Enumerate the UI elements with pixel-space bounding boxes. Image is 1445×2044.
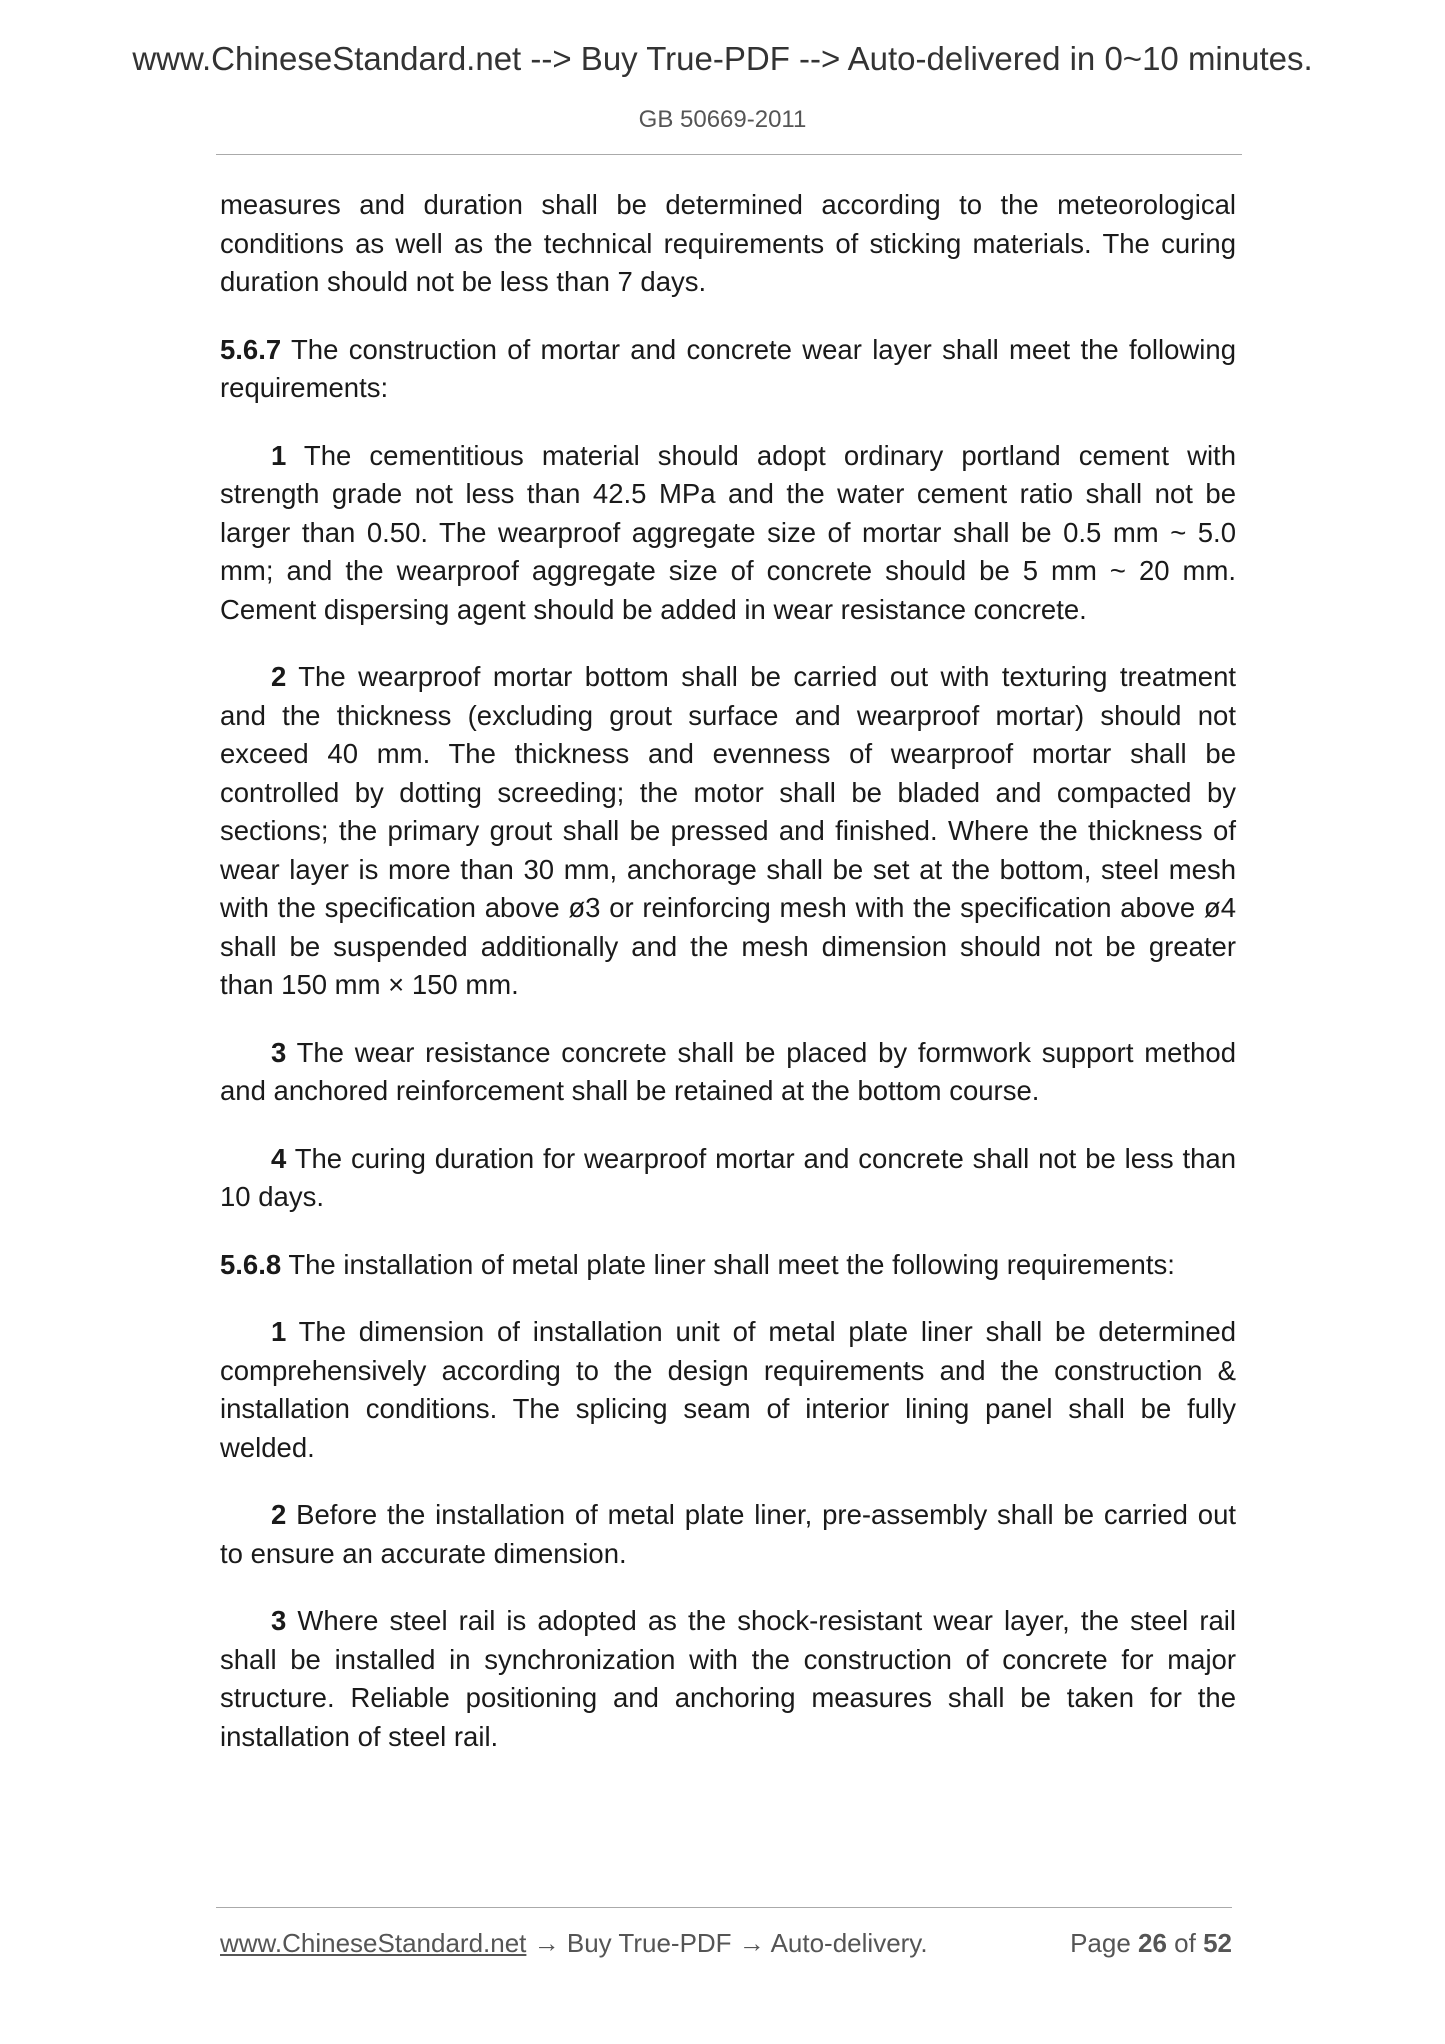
clause-number: 5.6.8 xyxy=(220,1248,282,1280)
item-text: Before the installation of metal plate liner, pre-assembly shall be carried out to ensure an accurate dimension. xyxy=(220,1499,1236,1569)
item-number: 3 xyxy=(271,1036,287,1068)
standard-code: GB 50669-2011 xyxy=(638,106,807,133)
list-item xyxy=(220,1140,1236,1217)
item-text: The dimension of installation unit of metal plate liner shall be determined comprehensively according to the design requirements and the construction & installation conditions. The splicing seam of interior lining panel shall be fully welded. xyxy=(220,1316,1236,1463)
item-number: 2 xyxy=(271,661,287,692)
item-number: 3 xyxy=(271,1605,287,1636)
footer-tagline: → Buy True-PDF → Auto-delivery. xyxy=(526,1928,928,1958)
item-text: The cementitious material should adopt ordinary portland cement with strength grade not less than 42.5 MPa and the water cement ratio shall not be larger than 0.50. The wearproof aggregate size of mortar shall be 0.5 mm ~ 5.0 mm; and the wearproof aggregate size of concrete should be 5 mm ~ 20 mm. Cement dispersing agent should be added in wear resistance concrete. xyxy=(220,439,1236,625)
list-item xyxy=(220,1496,1236,1573)
page-total: 52 xyxy=(1203,1928,1232,1958)
page-footer xyxy=(220,1928,1232,1959)
page-indicator xyxy=(1070,1928,1232,1959)
top-banner: www.ChineseStandard.net --> Buy True-PDF --> Auto-delivered in 0~10 minutes. xyxy=(132,40,1313,77)
item-text: The curing duration for wearproof mortar and concrete shall not be less than 10 days. xyxy=(220,1142,1236,1212)
item-text: Where steel rail is adopted as the shock-resistant wear layer, the steel rail shall be installed in synchronization with the construction of concrete for major structure. Reliable positioning and anchoring measures shall be taken for the installation of steel rail. xyxy=(220,1605,1236,1752)
list-item xyxy=(220,1602,1236,1756)
of-label: of xyxy=(1166,1928,1204,1958)
item-text: The wearproof mortar bottom shall be carried out with texturing treatment and the thickness (excluding grout surface and wearproof mortar) should not exceed 40 mm. The thickness and evenness of wearproof mortar shall be controlled by dotting screeding; the motor shall be bladed and compacted by sections; the primary grout shall be pressed and finished. Where the thickness of wear layer is more than 30 mm, anchorage shall be set at the bottom, steel mesh with the specification above ø3 or reinforcing mesh with the specification above ø4 shall be suspended additionally and the mesh dimension should not be greater than 150 mm × 150 mm. xyxy=(220,661,1236,1000)
list-item xyxy=(220,658,1236,1005)
page-number: 26 xyxy=(1138,1928,1167,1958)
page-content xyxy=(220,186,1236,1785)
paragraph-continuation: measures and duration shall be determined according to the meteorological conditions as well as the technical requirements of sticking materials. The curing duration should not be less than 7 days. xyxy=(220,189,1236,297)
clause-text: The installation of metal plate liner shall meet the following requirements: xyxy=(281,1248,1175,1280)
clause-5-6-7 xyxy=(220,331,1236,408)
clause-number: 5.6.7 xyxy=(220,333,282,365)
item-number: 1 xyxy=(271,1316,287,1347)
list-item xyxy=(220,1034,1236,1111)
item-number: 2 xyxy=(271,1499,287,1530)
footer-link[interactable]: www.ChineseStandard.net xyxy=(220,1928,527,1958)
clause-5-6-8 xyxy=(220,1246,1236,1285)
clause-text: The construction of mortar and concrete wear layer shall meet the following requirements: xyxy=(220,333,1236,403)
item-number: 4 xyxy=(271,1142,287,1174)
item-text: The wear resistance concrete shall be placed by formwork support method and anchored reinforcement shall be retained at the bottom course. xyxy=(220,1036,1236,1106)
header-divider xyxy=(216,154,1242,155)
list-item xyxy=(220,437,1236,630)
footer-divider xyxy=(216,1907,1232,1908)
page-label: Page xyxy=(1070,1928,1139,1958)
item-number: 1 xyxy=(271,439,287,471)
list-item xyxy=(220,1313,1236,1467)
